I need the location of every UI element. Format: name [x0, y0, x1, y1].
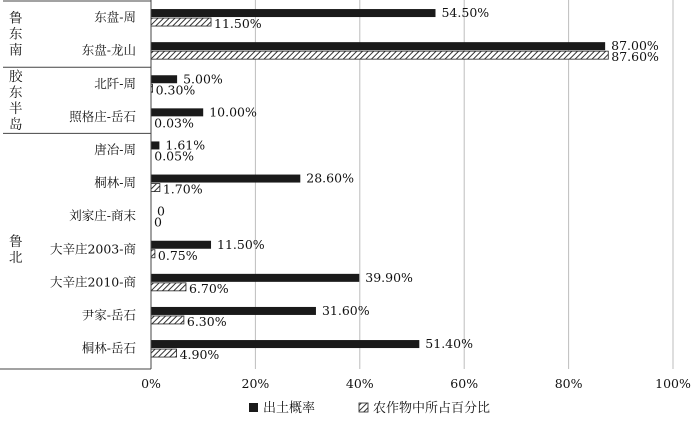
bar-出土概率-8 — [151, 274, 359, 282]
group-label-2: 鲁北 — [9, 233, 23, 266]
x-tick-label-4: 80% — [554, 376, 583, 391]
data-label-出土概率-7: 11.50% — [217, 236, 265, 252]
data-label-农作物中所占百分比-6: 0 — [154, 214, 162, 230]
data-label-农作物中所占百分比-9: 6.30% — [186, 313, 227, 329]
bar-农作物中所占百分比-7 — [151, 250, 155, 258]
bar-农作物中所占百分比-9 — [151, 316, 184, 324]
data-label-农作物中所占百分比-2: 0.30% — [155, 82, 196, 98]
x-tick-label-0: 0% — [141, 376, 161, 391]
legend-label-1: 农作物中所占百分比 — [373, 401, 491, 416]
bar-农作物中所占百分比-0 — [151, 18, 211, 26]
category-label-5: 桐林-周 — [94, 175, 136, 191]
data-label-农作物中所占百分比-1: 87.60% — [611, 49, 659, 65]
bar-农作物中所占百分比-8 — [151, 283, 186, 291]
bars — [151, 9, 608, 357]
data-label-出土概率-8: 39.90% — [365, 269, 413, 285]
legend-label-0: 出土概率 — [263, 401, 316, 416]
category-label-3: 照格庄-岳石 — [69, 108, 136, 124]
data-label-农作物中所占百分比-10: 4.90% — [179, 347, 220, 363]
x-tick-label-3: 60% — [450, 376, 479, 391]
data-label-出土概率-2: 5.00% — [183, 71, 223, 87]
category-label-6: 刘家庄-商末 — [69, 208, 136, 224]
category-label-0: 东盘-周 — [94, 9, 136, 25]
legend — [249, 400, 490, 416]
bar-农作物中所占百分比-1 — [151, 51, 608, 59]
bar-出土概率-0 — [151, 9, 435, 17]
data-label-出土概率-6: 0 — [157, 203, 165, 219]
x-tick-label-2: 40% — [345, 376, 374, 391]
data-label-出土概率-3: 10.00% — [209, 104, 257, 120]
category-label-1: 东盘-龙山 — [81, 42, 136, 58]
group-labels — [9, 11, 23, 266]
data-label-农作物中所占百分比-8: 6.70% — [188, 280, 229, 296]
data-label-农作物中所占百分比-3: 0.03% — [154, 115, 194, 131]
category-label-4: 唐冶-周 — [94, 141, 136, 157]
bar-出土概率-1 — [151, 42, 605, 50]
data-label-出土概率-0: 54.50% — [441, 5, 490, 21]
legend-swatch-0 — [249, 403, 258, 412]
bar-出土概率-9 — [151, 307, 316, 315]
data-label-农作物中所占百分比-4: 0.05% — [154, 148, 194, 164]
data-label-出土概率-9: 31.60% — [321, 302, 370, 318]
legend-swatch-1 — [359, 403, 368, 412]
group-label-0: 鲁东南 — [9, 10, 23, 59]
bar-农作物中所占百分比-5 — [151, 184, 160, 192]
category-labels — [50, 10, 137, 356]
data-label-农作物中所占百分比-7: 0.75% — [157, 247, 198, 263]
category-label-10: 桐林-岳石 — [81, 340, 136, 356]
category-label-9: 尹家-岳石 — [81, 307, 136, 323]
data-label-出土概率-10: 51.40% — [425, 336, 473, 352]
x-tick-label-1: 20% — [241, 376, 270, 391]
data-label-出土概率-4: 1.61% — [165, 137, 206, 153]
group-label-1: 胶东半岛 — [9, 68, 23, 133]
x-tick-label-5: 100% — [655, 376, 691, 391]
category-label-2: 北阡-周 — [94, 75, 136, 91]
bar-农作物中所占百分比-10 — [151, 349, 177, 357]
data-label-农作物中所占百分比-5: 1.70% — [162, 181, 203, 197]
category-label-7: 大辛庄2003-商 — [49, 241, 136, 257]
data-label-出土概率-1: 87.00% — [611, 38, 659, 54]
data-label-农作物中所占百分比-0: 11.50% — [214, 16, 262, 32]
category-label-8: 大辛庄2010-商 — [49, 274, 136, 290]
data-label-出土概率-5: 28.60% — [306, 170, 354, 186]
